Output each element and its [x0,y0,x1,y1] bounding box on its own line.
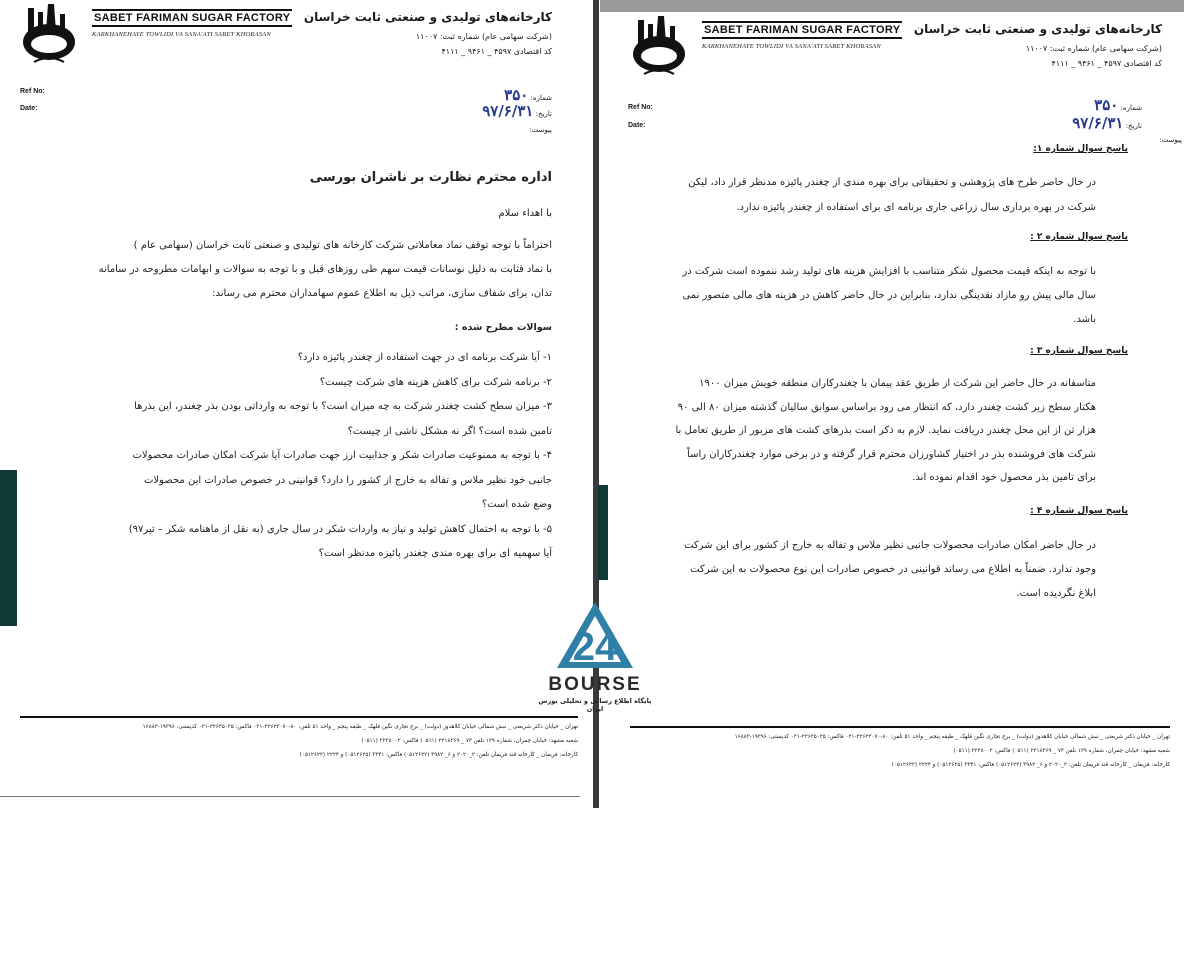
answer-body-3 [656,372,1096,490]
ref-no-label: Ref No: [628,104,653,111]
date-field-fa [482,102,552,120]
question-line: جانبی خود نظیر ملاس و تفاله به خارج از کشور را دارد؟ قوانینی در خصوص صادرات این محصولات [144,474,552,486]
letter-page-right [598,0,1184,808]
intro-line: احتراماً با توجه توقف نماد معاملاتی شرکت کارخانه های تولیدی و صنعتی ثابت خراسان (سهامی عام ) [133,240,552,251]
question-line: وضع شده است؟ [481,499,552,510]
question-line: ۱- آیا شرکت برنامه ای در جهت استفاده از چغندر پائیزه دارد؟ [297,352,552,363]
answer-line: در حال حاضر طرح های پژوهشی و تحقیقاتی برای بهره مندی از چغندر پائیزه مدنظر قرار داد، لیکن [688,177,1096,188]
registration-fa: (شرکت سهامی عام) شماره ثبت: ۱۱۰۰۷ [415,32,552,41]
letter-date: ۹۷/۶/۳۱ [482,102,534,120]
bourse24-logo-icon [555,600,635,670]
question-line: آیا سهمیه ای برای بهره مندی چغندر پائیزه مدنظر است؟ [318,548,552,559]
intro-line: تدان، برای شفاف سازی، مراتب ذیل به اطلاع عموم سهامداران محترم می رساند: [212,288,552,299]
intro-paragraph [32,234,552,306]
attachment-label-fa: پیوست: [1159,136,1182,144]
economic-code-fa: کد اقتصادی ۴۵۹۷ _ ۹۴۶۱ _ ۴۱۱۱ [1051,59,1162,68]
letter-number: ۳۵۰ [504,86,529,104]
answer-body-1 [656,170,1096,220]
brand-name-en: SABET FARIMAN SUGAR FACTORY [702,21,902,39]
answer-heading-2: پاسخ سوال شماره ۲ : [1030,232,1128,242]
company-name-fa: کارخانه‌های تولیدی و صنعتی ثابت خراسان [303,10,552,24]
attachment-label-fa: پیوست: [529,126,552,134]
company-header-fa [304,10,552,56]
footer-address [143,720,578,762]
ref-no-label: Ref No: [20,88,45,95]
factory-emblem-icon [624,14,694,84]
page-edge-rule [0,796,580,797]
brand-subtitle-en: KARKHANEHAYE TOWLIDI VA SANA'ATI SABET KHORASAN [92,31,271,38]
footer-line-tehran: تهران _ خیابان دکتر شریعتی _ نبش شمالی خیابان کلاهدوز (دولت) _ برج تجاری نگین قلهک _ طبقه پنجم _ واحد ۵۱ تلفن: ۸۰-۲۲۶۲۳۰۷۰-۰۲۱ فاکس: ۲۲۶۳۵۰۲۵-۰۲۱ کدپستی: ۱۹۳۹۶-۱۶۸۸۳ [142,724,578,730]
greeting: با اهداء سلام [498,208,552,219]
answer-line: وجود ندارد. ضمناً به اطلاع می رساند قوانینی در خصوص صادرات این نوع محصولات به این شرکت [690,564,1096,575]
brand-name-en: SABET FARIMAN SUGAR FACTORY [92,9,292,27]
answer-line: متاسفانه در حال حاضر این شرکت از طریق عقد پیمان با چغندرکاران منطقه خویش میزان ۱۹۰۰ [699,378,1096,389]
question-line: ۵- با توجه به احتمال کاهش تولید و نیاز به واردات شکر در سال جاری (به نقل از ماهنامه شکر – تیر۹۷) [128,523,552,535]
question-line: تامین شده است؟ اگر نه مشکل ناشی از چیست؟ [347,425,552,437]
scan-top-strip [600,0,1184,12]
scan-edge-bar-right [598,485,608,580]
footer-line-mashhad: شعبه مشهد: خیابان چمران، شماره ۱۳۹ تلفن ۷۳ _ ۲۲۱۸۳۶۹ (۰۵۱۱) فاکس: ۲۲۳۸۰۰۲ (۰۵۱۱) [953,748,1170,754]
footer-line-mashhad: شعبه مشهد: خیابان چمران، شماره ۱۳۹ تلفن ۷۳ _ ۲۲۱۸۳۶۹ (۰۵۱۱) فاکس: ۲۲۳۸۰۰۲ (۰۵۱۱) [361,738,578,744]
footer-rule [20,716,578,718]
registration-fa: (شرکت سهامی عام) شماره ثبت: ۱۱۰۰۷ [1025,44,1162,53]
letter-page-left [0,0,596,798]
answer-body-2 [656,260,1096,332]
question-line: ۲- برنامه شرکت برای کاهش هزینه های شرکت چیست؟ [319,376,552,388]
answer-line: شرکت در بهره برداری سال زراعی جاری برنامه ای برای استفاده از چغندر پائیزه ندارد. [736,202,1096,213]
letter-date: ۹۷/۶/۳۱ [1072,114,1124,132]
answer-line: هزار تن از این محل چغندر دریافت نماید. لازم به ذکر است بذرهای کشت های مزبور از طریق تعامل با [675,425,1096,436]
company-header-fa [914,22,1162,68]
date-label-fa: تاریخ: [1125,122,1142,130]
answer-line: هکتار سطح زیر کشت چغندر دارد، که انتظار می رود براساس سوابق سالیان گذشته میزان ۸۰ الی ۹۰ [677,401,1096,413]
bourse-tagline: پایگاه اطلاع رسانی و تحلیلی بورس ایران [538,697,652,713]
footer-line-factory: کارخانه: فریمان _ کارخانه قند فریمان تلفن: ۲_۲۰۲۰ و ۶_ ۳۹۸۲ (۰۵۱۲۶۲۲) فاکس: ۳۳۴۱ (۰۵۱۲۶۲۵) و ۲۲۲۴ (۰۵۱۲۶۲۲) [891,762,1170,768]
svg-text:24: 24 [572,625,618,669]
letter-number: ۳۵۰ [1094,96,1119,114]
answer-line: ابلاغ نگردیده است. [1016,588,1096,599]
questions-list [32,346,552,567]
answer-line: برای تامین بذر محصول خود اقدام نموده اند. [912,472,1096,483]
answer-line: سال مالی پیش رو مازاد نقدینگی ندارد، بنابراین در حال حاضر کاهش در هزینه های مالی متصور نمی [682,290,1096,301]
number-label-fa: شماره: [1120,104,1142,112]
footer-rule [630,726,1170,728]
number-field [1094,96,1142,114]
answer-line: با توجه به اینکه قیمت محصول شکر متناسب با افزایش هزینه های تولید رشد ننموده است شرکت در [682,266,1096,277]
answer-line: در حال حاضر امکان صادرات محصولات جانبی نظیر ملاس و تفاله به خارج از کشور برای این شرکت [684,540,1096,551]
answer-body-4 [656,534,1096,606]
recipient-title: اداره محترم نظارت بر ناشران بورسی [309,170,552,185]
answer-heading-1: پاسخ سوال شماره ۱: [1033,144,1128,154]
answer-line: باشد. [1073,314,1096,325]
question-line: ۴- با توجه به ممنوعیت صادرات شکر و جذابیت ارز جهت صادرات آیا شرکت امکان صادرات محصولات [132,450,552,461]
scan-edge-bar-left [0,470,17,626]
bourse-wordmark: BOURSE [548,674,642,695]
intro-line: با نماد قثابت به دلیل نوسانات قیمت سهم طی روزهای قبل و با توجه به سوالات و ابهامات مطروحه در سامانه [98,264,552,275]
answer-heading-4: پاسخ سوال شماره ۴ : [1030,506,1128,516]
footer-line-factory: کارخانه: فریمان _ کارخانه قند فریمان تلفن: ۲_۲۰۲۰ و ۶_ ۳۹۸۲ (۰۵۱۲۶۲۲) فاکس: ۳۳۴۱ (۰۵۱۲۶۲۵) و ۲۲۲۴ (۰۵۱۲۶۲۲) [299,752,578,758]
economic-code-fa: کد اقتصادی ۴۵۹۷ _ ۹۴۶۱ _ ۴۱۱۱ [441,47,552,56]
brand-subtitle-en: KARKHANEHAYE TOWLIDI VA SANA'ATI SABET KHORASAN [702,43,881,50]
company-logo [624,14,902,84]
factory-emblem-icon [14,2,84,72]
date-label-en: Date: [628,122,646,129]
footer-address [735,730,1170,772]
footer-line-tehran: تهران _ خیابان دکتر شریعتی _ نبش شمالی خیابان کلاهدوز (دولت) _ برج تجاری نگین قلهک _ طبقه پنجم _ واحد ۵۱ تلفن: ۸۰-۲۲۶۲۳۰۷۰-۰۲۱ فاکس: ۲۲۶۳۵۰۲۵-۰۲۱ کدپستی: ۱۹۳۹۶-۱۶۸۸۳ [734,734,1170,740]
answer-line: شرکت های فروشنده بذر در اختیار کشاورزان محترم قرار گرفته و در برخی موارد چغندرکاران راساً [687,448,1096,460]
date-label-en: Date: [20,105,38,112]
answer-heading-3: پاسخ سوال شماره ۳ : [1030,346,1128,356]
question-line: ۳- میزان سطح کشت چغندر شرکت به چه میزان است؟ با توجه به وارداتی بودن بذر چغندر، این بذرها [134,401,552,412]
questions-heading: سوالات مطرح شده : [454,322,552,333]
bourse24-watermark [530,600,660,713]
date-label-fa: تاریخ: [535,110,552,118]
company-name-fa: کارخانه‌های تولیدی و صنعتی ثابت خراسان [913,22,1162,36]
company-logo [14,2,292,72]
number-label-fa: شماره: [530,94,552,102]
date-field-fa [1072,114,1142,132]
